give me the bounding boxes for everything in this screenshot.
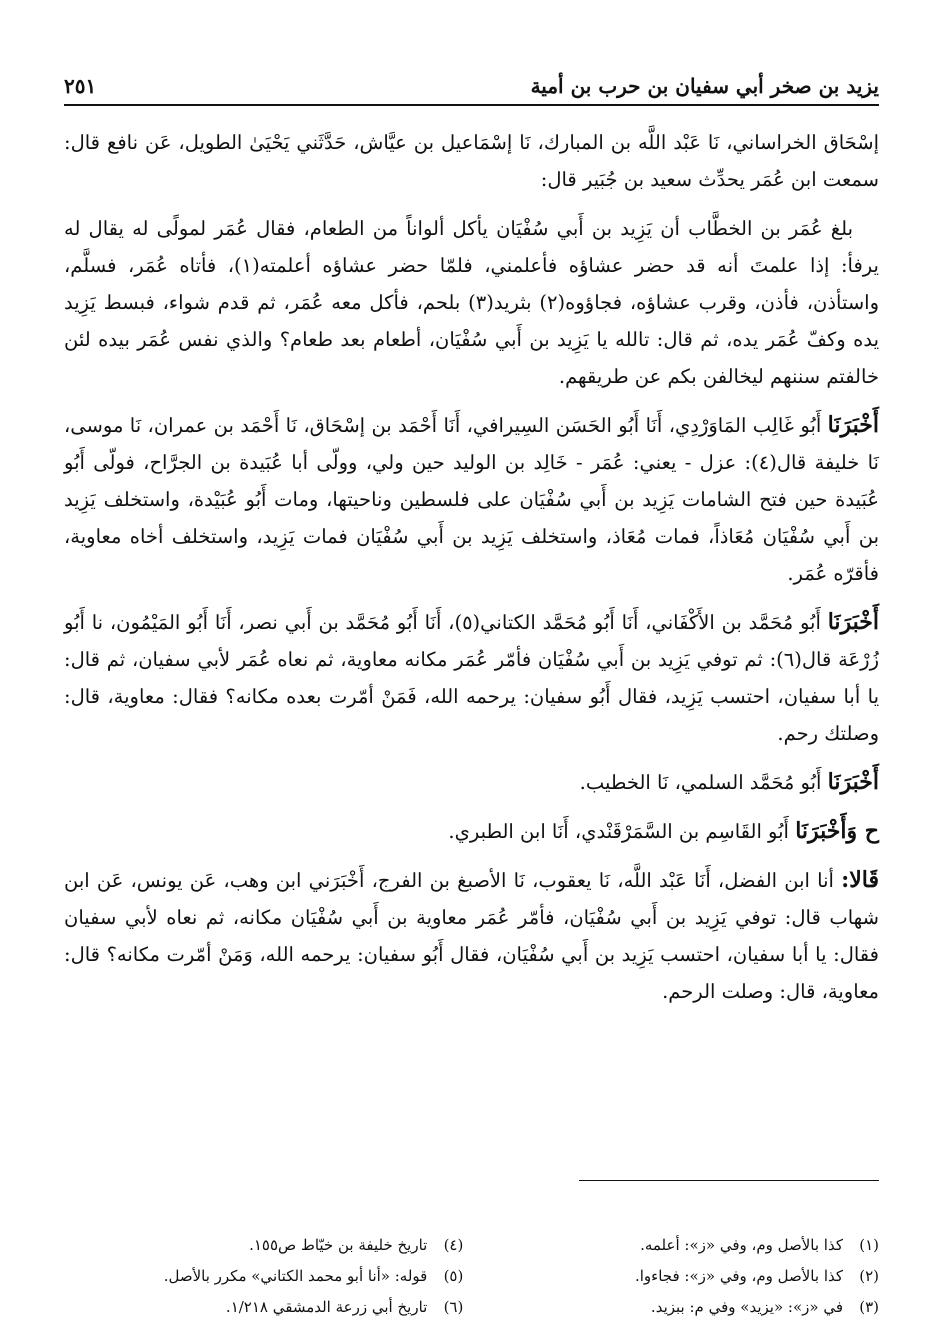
- paragraph-text: أَبُو القَاسِم بن السَّمَرْقَنْدي، أَنَا ابن الطبري.: [448, 820, 796, 843]
- footnote-text: في «ز»: «يزيد» وفي م: ببزيد.: [650, 1298, 843, 1316]
- footnote-text: كذا بالأصل وم، وفي «ز»: أعلمه.: [640, 1236, 843, 1254]
- footnote-number: (٦): [443, 1298, 464, 1316]
- paragraph: [64, 604, 879, 752]
- paragraph-text: بلغ عُمَر بن الخطَّاب أن يَزِيد بن أَبي سُفْيَان يأكل ألواناً من الطعام، فقال عُمَر لمولًى له يقال له يرفأ: إذا علمتَ أنه قد حضر عشاؤه فأعلمني، فلمّا حضر عشاؤه أعلمته(١)، فأتاه عُمَر، فسلَّم، واستأذن، فأذن، وقرب عشاؤه، فجاؤوه(٢) بثريد(٣) بلحم، فأكل معه عُمَر، ثم قدم شواء، فبسط يَزِيد يده وكفّ عُمَر يده، ثم قال: تالله يا يَزِيد بن أَبي سُفْيَان، أطعام بعد طعام؟ والذي نفس عُمَر بيده لئن خالفتم سننهم ليخالفن بكم عن طريقهم.: [64, 217, 879, 388]
- footnote-number: (٤): [443, 1236, 464, 1254]
- footnotes-left-column: [64, 1230, 463, 1323]
- footnote: [64, 1292, 463, 1323]
- footnotes-right-column: [480, 1230, 879, 1323]
- paragraph-keyword: قَالا:: [841, 867, 879, 893]
- paragraph: [64, 813, 879, 850]
- paragraph: [64, 124, 879, 198]
- paragraph-text: إسْحَاق الخراساني، نَا عَبْد اللَّه بن المبارك، نَا إسْمَاعيل بن عيَّاش، حَدَّثَني يَحْيَىٰ الطويل، عَن نافع قال: سمعت ابن عُمَر يحدِّث سعيد بن جُبَير قال:: [64, 131, 879, 191]
- footnotes: [64, 1230, 879, 1323]
- footnote: [64, 1261, 463, 1292]
- paragraph-keyword: ح وَأَخْبَرَنَا: [795, 818, 879, 844]
- footnote: [64, 1230, 463, 1261]
- footnote-number: (٣): [859, 1298, 879, 1316]
- book-page: [64, 62, 880, 1316]
- paragraph-text: أَبُو مُحَمَّد السلمي، نَا الخطيب.: [579, 771, 828, 794]
- footnote-number: (١): [859, 1236, 879, 1254]
- paragraph-keyword: أَخْبَرَنَا: [827, 769, 879, 795]
- paragraph: [64, 210, 879, 395]
- footnote-text: قوله: «أنا أبو محمد الكتاني» مكرر بالأصل.: [163, 1267, 428, 1285]
- paragraph: [64, 862, 879, 1010]
- footnote-text: تاريخ أبي زرعة الدمشقي ١/٢١٨.: [225, 1298, 428, 1316]
- paragraph-text: أَبُو مُحَمَّد بن الأَكْفَاني، أَنَا أَبُو مُحَمَّد الكتاني(٥)، أَنَا أَبُو مُحَمَّد بن أَبي نصر، أَنَا أَبُو المَيْمُون، نا أَبُو زُرْعَة قال(٦): ثم توفي يَزِيد بن أَبي سُفْيَان فأمّر عُمَر مكانه معاوية، ثم نعاه عُمَر لأبي سفيان، ثم قال: يا أبا سفيان، احتسب يَزِيد، فقال أَبُو سفيان: يرحمه الله، فَمَنْ أمّرت بعده مكانه؟ فقال: معاوية، قال: وصلتك رحم.: [64, 611, 879, 745]
- paragraph-keyword: أَخْبَرَنَا: [827, 609, 880, 635]
- footnote: [480, 1292, 879, 1323]
- paragraph-keyword: أَخْبَرَنَا: [827, 412, 879, 438]
- paragraph: [64, 407, 879, 592]
- footnote-divider: [579, 1180, 879, 1181]
- paragraph-text: أنا ابن الفضل، أَنَا عَبْد اللَّه، نَا يعقوب، نَا الأصبغ بن الفرج، أَخْبَرَني ابن وهب، عَن يونس، عَن ابن شهاب قال: توفي يَزِيد بن أَبي سُفْيَان، فأمّر عُمَر معاوية بن أَبي سُفْيَان مكانه، ثم نعاه لأبي سفيان فقال: يا أبا سفيان، احتسب يَزِيد بن أَبي سُفْيَان، فقال أَبُو سفيان: يرحمه الله، وَمَنْ أمّرت مكانه؟ قال: معاوية، قال: وصلت الرحم.: [64, 869, 879, 1003]
- main-text: [64, 124, 879, 1010]
- footnote-text: تاريخ خليفة بن خيّاط ص١٥٥.: [249, 1236, 428, 1254]
- page-number: ٢٥١: [64, 74, 97, 98]
- paragraph-text: أَبُو غَالِب المَاوَرْدِي، أَنَا أَبُو الحَسَن السِيرافي، أَنَا أَحْمَد بن إسْحَاق، نَا أَحْمَد بن عمران، نَا موسى، نَا خليفة قال(٤): عزل - يعني: عُمَر - خَالِد بن الوليد حين ولي، وولّى أبا عُبَيدة بن الجرَّاح، فولّى أَبُو عُبَيدة حين فتح الشامات يَزِيد بن أَبي سُفْيَان على فلسطين وناحيتها، ومات أَبُو عُبَيْدة، واستخلف يَزِيد بن أَبي سُفْيَان مُعَاذاً، فمات مُعَاذ، واستخلف يَزِيد بن أَبي سُفْيَان فمات يَزِيد، واستخلف أخاه معاوية، فأقرّه عُمَر.: [64, 414, 879, 585]
- footnote: [480, 1230, 879, 1261]
- page-header: [64, 62, 879, 106]
- footnote-number: (٥): [443, 1267, 464, 1285]
- footnote-number: (٢): [859, 1267, 879, 1285]
- footnote-text: كذا بالأصل وم، وفي «ز»: فجاءوا.: [634, 1267, 843, 1285]
- paragraph: [64, 764, 879, 801]
- running-title: يزيد بن صخر أبي سفيان بن حرب بن أمية: [530, 74, 879, 98]
- footnote: [480, 1261, 879, 1292]
